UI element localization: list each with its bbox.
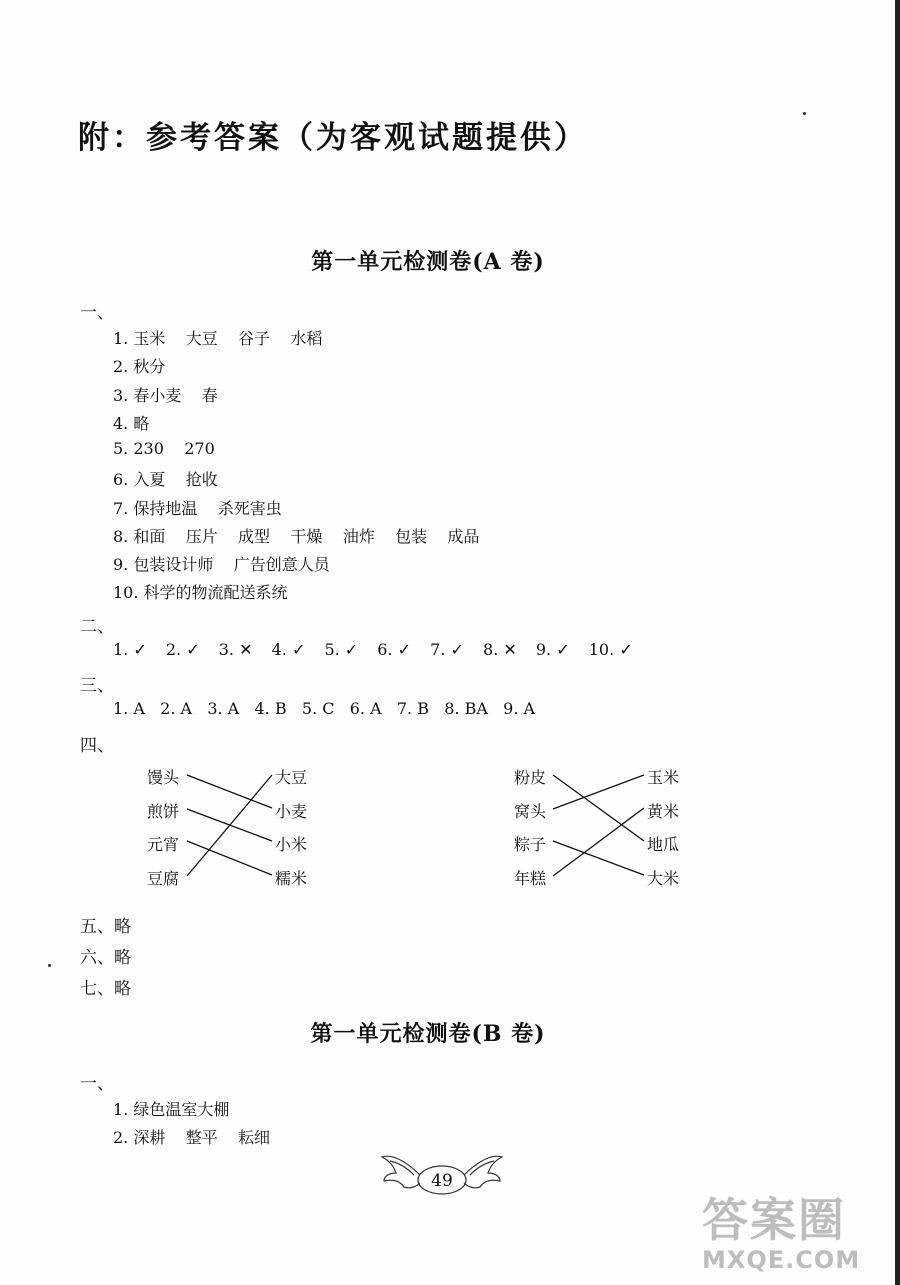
answer-item: 4. 略 — [113, 414, 150, 433]
tf-answer: 5. ✓ — [324, 640, 359, 659]
tf-answer: 3. ✕ — [218, 640, 253, 659]
match-left-word: 元宵 — [147, 835, 180, 854]
part-4-label: 四、 — [80, 736, 114, 756]
tf-answer: 1. ✓ — [113, 640, 147, 659]
page-title: 附：参考答案（为客观试题提供） — [78, 120, 588, 156]
tf-answer: 6. ✓ — [377, 640, 412, 659]
part-5-label: 五、略 — [80, 917, 131, 937]
cross-mark-icon: ✕ — [503, 640, 517, 659]
match-right-word: 黄米 — [647, 802, 680, 821]
check-mark-icon: ✓ — [291, 640, 306, 659]
match-line — [187, 775, 272, 808]
match-left-word: 年糕 — [514, 869, 547, 888]
cross-mark-icon: ✕ — [239, 640, 253, 659]
watermark-logo — [702, 1195, 892, 1280]
answer-item: 1. 玉米 大豆 谷子 水稻 — [113, 329, 323, 348]
tf-answer: 7. ✓ — [430, 640, 464, 659]
match-line — [553, 775, 644, 841]
match-line — [553, 808, 644, 876]
part-1-label: 一、 — [80, 303, 114, 323]
answer-item: 6. 入夏 抢收 — [113, 470, 218, 489]
answer-item: 7. 保持地温 杀死害虫 — [113, 499, 282, 518]
match-left-word: 窝头 — [514, 802, 547, 821]
check-mark-icon: ✓ — [186, 640, 200, 659]
scan-speck — [48, 964, 51, 967]
match-right-word: 小麦 — [275, 802, 308, 821]
answer-item: 1. 绿色温室大棚 — [113, 1100, 230, 1119]
tf-answer: 8. ✕ — [483, 640, 517, 659]
match-line — [187, 775, 272, 876]
answer-item: 8. 和面 压片 成型 干燥 油炸 包装 成品 — [113, 527, 480, 546]
part-7-label: 七、略 — [80, 979, 131, 999]
check-mark-icon: ✓ — [133, 640, 147, 659]
answer-item: 10. 科学的物流配送系统 — [113, 583, 288, 602]
match-right-word: 玉米 — [647, 768, 680, 787]
match-left-word: 粉皮 — [514, 768, 547, 787]
match-left-word: 馒头 — [147, 768, 180, 787]
match-right-word: 糯米 — [275, 869, 308, 888]
match-right-word: 地瓜 — [647, 835, 680, 854]
check-mark-icon: ✓ — [344, 640, 359, 659]
tf-answer: 4. ✓ — [271, 640, 306, 659]
watermark-bottom-text: MXQE.COM — [702, 1246, 861, 1274]
choice-answers: 1. A 2. A 3. A 4. B 5. C 6. A 7. B 8. BA 9. A — [113, 699, 536, 718]
wings-icon — [380, 1143, 504, 1203]
match-line — [553, 775, 644, 809]
match-left-word: 粽子 — [514, 835, 547, 854]
match-right-word: 大豆 — [275, 768, 308, 787]
match-line — [187, 841, 272, 875]
tf-answer: 2. ✓ — [165, 640, 200, 659]
answer-item: 2. 秋分 — [113, 357, 166, 376]
page-number-ornament — [380, 1143, 504, 1203]
part-3-label: 三、 — [80, 676, 114, 696]
section-heading-b: 第一单元检测卷(B 卷) — [310, 1021, 546, 1047]
match-left-word: 煎饼 — [147, 802, 180, 821]
match-line — [553, 841, 644, 875]
section-heading-a: 第一单元检测卷(A 卷) — [311, 249, 545, 275]
part-6-label: 六、略 — [80, 948, 131, 968]
match-right-word: 小米 — [275, 835, 308, 854]
check-mark-icon: ✓ — [556, 640, 570, 659]
tf-answer: 10. ✓ — [588, 640, 633, 659]
answer-item: 2. 深耕 整平 耘细 — [113, 1128, 271, 1147]
check-mark-icon: ✓ — [450, 640, 464, 659]
scan-speck — [803, 112, 806, 115]
match-left-word: 豆腐 — [147, 869, 180, 888]
check-mark-icon: ✓ — [619, 640, 633, 659]
match-right-word: 大米 — [647, 869, 680, 888]
answer-item: 3. 春小麦 春 — [113, 386, 218, 405]
check-mark-icon: ✓ — [397, 640, 412, 659]
tf-answer: 9. ✓ — [535, 640, 570, 659]
watermark-top-text: 答案圈 — [702, 1193, 846, 1247]
answer-item: 9. 包装设计师 广告创意人员 — [113, 555, 330, 574]
answer-item: 5. 230 270 — [113, 439, 215, 458]
page-number: 49 — [431, 1171, 453, 1191]
part-1-label: 一、 — [80, 1074, 114, 1094]
part-2-label: 二、 — [80, 617, 114, 637]
